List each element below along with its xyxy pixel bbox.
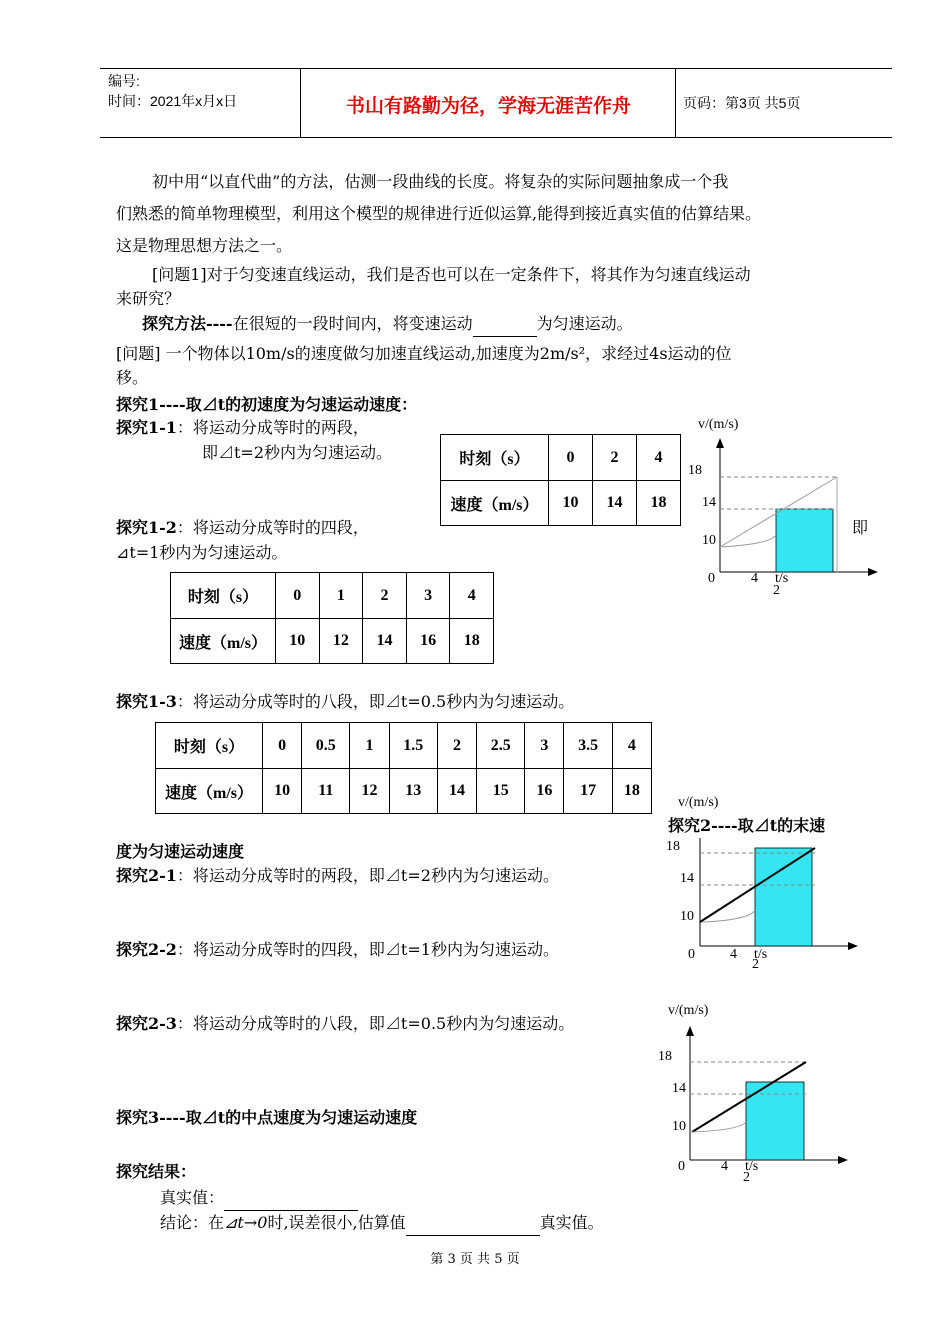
y-tick: 0 xyxy=(678,1159,685,1174)
answer-blank[interactable] xyxy=(224,1186,358,1211)
table-cell: 17 xyxy=(564,769,612,814)
question-1: [问题1]对于匀变速直线运动，我们是否也可以在一定条件下，将其作为匀速直线运动 xyxy=(152,265,751,284)
table-cell: 0.5 xyxy=(302,723,350,769)
explore-label: 探究1-2 xyxy=(116,518,177,537)
table-cell: 3.5 xyxy=(564,723,612,769)
question-2: [问题] 一个物体以10m/s的速度做匀加速直线运动,加速度为2m/s²，求经过4s运动的位 xyxy=(116,344,732,363)
x-sub: 2 xyxy=(752,957,759,972)
conclusion-text: 结论：在 xyxy=(160,1213,225,1232)
explore-label: 探究2-1 xyxy=(116,866,177,885)
true-value-line xyxy=(160,1186,358,1211)
answer-blank[interactable] xyxy=(406,1211,540,1236)
explore-text: ：将运动分成等时的八段，即⊿t=0.5秒内为匀速运动。 xyxy=(176,1014,575,1033)
table-cell: 10 xyxy=(549,481,593,526)
table-cell: 18 xyxy=(450,619,494,664)
table-cell: 0 xyxy=(276,573,320,619)
x-tick: 4 xyxy=(730,947,737,962)
explore-2-2 xyxy=(116,938,559,962)
table-cell: 12 xyxy=(350,769,389,814)
table-3 xyxy=(155,722,652,814)
question-1-cont: 来研究？ xyxy=(116,289,181,308)
x-sub: 2 xyxy=(743,1170,750,1184)
table-header-speed: 速度（m/s） xyxy=(441,481,549,526)
x-arrow xyxy=(868,568,878,576)
table-2 xyxy=(170,572,494,664)
result-label: 探究结果： xyxy=(116,1162,197,1181)
table-cell: 14 xyxy=(593,481,637,526)
table-cell: 2 xyxy=(593,435,637,481)
vt-graph-1 xyxy=(680,410,890,605)
table-header-time: 时刻（s） xyxy=(156,723,263,769)
x-arrow xyxy=(848,942,858,950)
header-meta xyxy=(108,71,237,111)
x-tick: 4 xyxy=(721,1159,728,1174)
y-tick: 10 xyxy=(680,909,694,924)
method-text: 为匀速运动。 xyxy=(536,314,633,333)
y-tick: 10 xyxy=(672,1119,686,1134)
method-text: 在很短的一段时间内，将变速运动 xyxy=(232,314,473,333)
y-arrow xyxy=(716,438,724,448)
table-cell: 1 xyxy=(350,723,389,769)
intro-line: 这是物理思想方法之一。 xyxy=(116,236,293,255)
y-tick: 0 xyxy=(688,947,695,962)
table-cell: 3 xyxy=(525,723,564,769)
table-cell: 10 xyxy=(263,769,302,814)
method-label: 探究方法---- xyxy=(142,314,233,333)
graph-ylabel: v/(m/s) xyxy=(668,1003,709,1018)
explore-1-3 xyxy=(116,690,574,714)
explore-2-title: 探究2----取⊿t的末速 xyxy=(668,814,825,838)
explore-label: 探究2-3 xyxy=(116,1014,177,1033)
y-tick: 10 xyxy=(702,533,716,548)
table-1 xyxy=(440,434,681,526)
table-cell: 4 xyxy=(612,723,651,769)
table-header-speed: 速度（m/s） xyxy=(171,619,276,664)
table-cell: 10 xyxy=(276,619,320,664)
y-tick: 0 xyxy=(708,571,715,586)
time-label: 时间：2021年x月x日 xyxy=(108,93,238,109)
vt-graph-3 xyxy=(650,994,860,1184)
intro-line: 们熟悉的简单物理模型，利用这个模型的规律进行近似运算,能得到接近真实值的估算结果。 xyxy=(116,204,762,223)
table-header-time: 时刻（s） xyxy=(441,435,549,481)
table-header-speed: 速度（m/s） xyxy=(156,769,263,814)
explore-text: ：将运动分成等时的四段， xyxy=(176,518,369,537)
explore-1-1 xyxy=(116,416,369,440)
x-label: t/s xyxy=(775,571,789,586)
conclusion-line xyxy=(160,1211,604,1236)
x-label: t/s xyxy=(754,947,768,962)
x-sub: 2 xyxy=(773,583,780,598)
table-cell: 18 xyxy=(637,481,681,526)
explore-text: ：将运动分成等时的四段，即⊿t=1秒内为匀速运动。 xyxy=(176,940,559,959)
table-cell: 16 xyxy=(406,619,450,664)
x-label: t/s xyxy=(745,1159,759,1174)
y-tick: 18 xyxy=(666,839,680,854)
answer-blank[interactable] xyxy=(473,312,537,337)
table-header-time: 时刻（s） xyxy=(171,573,276,619)
table-cell: 2 xyxy=(437,723,476,769)
ji-char: 即 xyxy=(852,518,869,537)
serial-label: 编号: xyxy=(108,73,140,89)
table-cell: 4 xyxy=(450,573,494,619)
explore-3-title: 探究3----取⊿t的中点速度为匀速运动速度 xyxy=(116,1108,418,1127)
explore-text: ：将运动分成等时的八段，即⊿t=0.5秒内为匀速运动。 xyxy=(176,692,575,711)
explore-1-title: 探究1----取⊿t的初速度为匀速运动速度： xyxy=(116,395,418,414)
header-motto: 书山有路勤为径，学海无涯苦作舟 xyxy=(345,95,631,117)
table-cell: 12 xyxy=(319,619,363,664)
table-cell: 11 xyxy=(302,769,350,814)
explore-1-2 xyxy=(116,516,369,540)
page-info: 页码：第3页 共5页 xyxy=(683,95,801,111)
table-cell: 15 xyxy=(477,769,525,814)
table-cell: 4 xyxy=(637,435,681,481)
table-cell: 16 xyxy=(525,769,564,814)
intro-line: 初中用“以直代曲”的方法，估测一段曲线的长度。将复杂的实际问题抽象成一个我 xyxy=(152,172,729,191)
conclusion-math: ⊿t→0 xyxy=(224,1213,268,1232)
explore-2-3 xyxy=(116,1012,574,1036)
method-line xyxy=(142,312,633,337)
table-cell: 1.5 xyxy=(389,723,437,769)
table-cell: 18 xyxy=(612,769,651,814)
y-tick: 18 xyxy=(658,1049,672,1064)
table-cell: 14 xyxy=(437,769,476,814)
y-tick: 14 xyxy=(702,495,716,510)
table-cell: 0 xyxy=(263,723,302,769)
table-cell: 3 xyxy=(406,573,450,619)
question-2-cont: 移。 xyxy=(116,368,149,387)
graph-ylabel: v/(m/s) xyxy=(678,795,719,810)
table-cell: 14 xyxy=(363,619,407,664)
explore-label: 探究2-2 xyxy=(116,940,177,959)
page-header xyxy=(100,68,892,138)
page-footer: 第 3 页 共 5 页 xyxy=(430,1252,520,1267)
explore-1-1-cont: 即⊿t=2秒内为匀速运动。 xyxy=(202,443,393,462)
y-arrow xyxy=(686,1026,694,1036)
area-rect xyxy=(776,509,833,572)
table-cell: 2 xyxy=(363,573,407,619)
header-divider xyxy=(300,69,301,137)
true-value-label: 真实值： xyxy=(160,1188,225,1207)
explore-2-1 xyxy=(116,864,559,888)
explore-1-2-cont: ⊿t=1秒内为匀速运动。 xyxy=(116,543,288,562)
table-cell: 0 xyxy=(549,435,593,481)
explore-label: 探究1-3 xyxy=(116,692,177,711)
explore-label: 探究1-1 xyxy=(116,418,177,437)
x-tick: 4 xyxy=(751,571,758,586)
table-cell: 2.5 xyxy=(477,723,525,769)
explore-text: ：将运动分成等时的两段，即⊿t=2秒内为匀速运动。 xyxy=(176,866,559,885)
table-cell: 13 xyxy=(389,769,437,814)
conclusion-text: 真实值。 xyxy=(539,1213,604,1232)
table-cell: 1 xyxy=(319,573,363,619)
y-tick: 18 xyxy=(688,463,702,478)
conclusion-text: 时,误差很小,估算值 xyxy=(267,1213,406,1232)
explore-text: ：将运动分成等时的两段， xyxy=(176,418,369,437)
x-arrow xyxy=(838,1156,848,1164)
header-divider xyxy=(675,69,676,137)
explore-2-title-cont: 度为匀速运动速度 xyxy=(116,842,245,861)
graph-ylabel: v/(m/s) xyxy=(698,417,739,432)
area-rect xyxy=(755,848,812,946)
y-tick: 14 xyxy=(680,871,694,886)
y-tick: 14 xyxy=(672,1081,686,1096)
